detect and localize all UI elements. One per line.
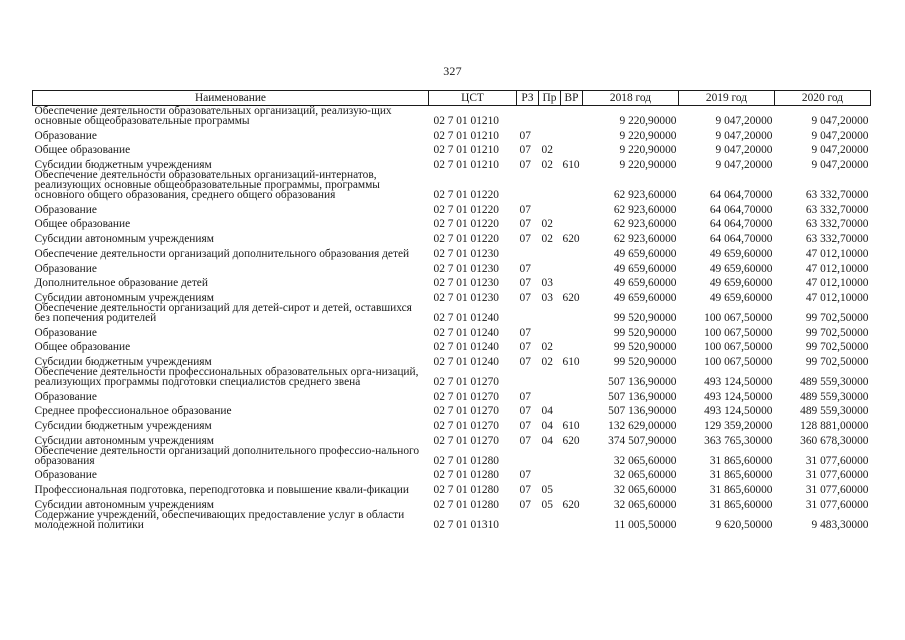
cell-rz: 07 xyxy=(519,498,531,511)
cell-pr: 05 xyxy=(541,498,553,511)
table-row xyxy=(33,155,871,170)
cell-pr: 04 xyxy=(541,420,553,432)
cell-name: Обеспечение деятельности организаций дополнительного профессио-нального образования xyxy=(34,444,420,467)
page-number: 327 xyxy=(443,64,462,78)
cell-vr xyxy=(561,259,583,274)
cell-name: Профессиональная подготовка, переподготовка и повышение квали-фикации xyxy=(34,484,409,497)
cell-2018: 32 065,60000 xyxy=(613,484,677,497)
column-header-2019: 2019 год xyxy=(679,91,775,106)
cell-2020: 47 012,10000 xyxy=(805,291,869,304)
table-row xyxy=(33,141,871,156)
cell-pr: 02 xyxy=(541,218,553,231)
cell-2019: 49 659,60000 xyxy=(709,247,773,260)
cell-name: Образование xyxy=(34,469,97,482)
table-row xyxy=(33,288,871,303)
cell-2019: 31 865,60000 xyxy=(709,484,773,497)
cell-vr: 610 xyxy=(562,355,580,368)
cell-pr: 03 xyxy=(541,277,553,290)
cell-cst: 02 7 01 01270 xyxy=(433,434,499,447)
cell-pr: 02 xyxy=(541,355,553,368)
cell-2019: 31 865,60000 xyxy=(709,498,773,511)
cell-rz xyxy=(517,106,539,127)
cell-2019: 64 064,70000 xyxy=(709,203,773,216)
cell-vr: 620 xyxy=(562,233,580,246)
table-row xyxy=(33,480,871,495)
cell-cst: 02 7 01 01230 xyxy=(433,262,499,275)
cell-2019: 363 765,30000 xyxy=(704,434,773,447)
cell-2020: 360 678,30000 xyxy=(800,434,869,447)
cell-vr xyxy=(561,215,583,230)
column-header-2018: 2018 год xyxy=(583,91,679,106)
cell-2020: 31 077,60000 xyxy=(805,484,869,497)
cell-rz xyxy=(517,510,539,530)
cell-name: Образование xyxy=(34,390,97,403)
table-row xyxy=(33,338,871,353)
cell-name: Субсидии автономным учреждениям xyxy=(34,434,214,447)
budget-table xyxy=(32,90,871,530)
cell-2020: 47 012,10000 xyxy=(805,247,869,260)
cell-pr xyxy=(539,200,561,215)
cell-2019: 9 047,20000 xyxy=(715,144,773,157)
table-row xyxy=(33,229,871,244)
cell-name: Образование xyxy=(34,203,97,216)
cell-2020: 99 702,50000 xyxy=(805,326,869,339)
cell-cst: 02 7 01 01310 xyxy=(433,518,499,531)
cell-2019: 49 659,60000 xyxy=(709,277,773,290)
cell-2019: 493 124,50000 xyxy=(704,375,773,388)
table-body xyxy=(33,106,871,530)
table-row xyxy=(33,170,871,200)
cell-vr xyxy=(561,510,583,530)
cell-cst: 02 7 01 01280 xyxy=(433,454,499,467)
cell-2018: 49 659,60000 xyxy=(613,262,677,275)
cell-2020: 63 332,70000 xyxy=(805,189,869,202)
cell-2020: 489 559,30000 xyxy=(800,390,869,403)
cell-2018: 99 520,90000 xyxy=(613,311,677,324)
cell-name: Субсидии автономным учреждениям xyxy=(34,291,214,304)
cell-2019: 9 047,20000 xyxy=(715,115,773,127)
cell-cst: 02 7 01 01280 xyxy=(433,484,499,497)
cell-name: Субсидии бюджетным учреждениям xyxy=(34,355,212,368)
cell-cst: 02 7 01 01210 xyxy=(433,115,499,127)
cell-rz xyxy=(517,446,539,466)
cell-rz: 07 xyxy=(519,469,531,482)
cell-cst: 02 7 01 01270 xyxy=(433,390,499,403)
cell-2018: 49 659,60000 xyxy=(613,291,677,304)
cell-2020: 9 483,30000 xyxy=(811,518,869,531)
cell-2018: 99 520,90000 xyxy=(613,355,677,368)
cell-rz xyxy=(517,244,539,259)
cell-rz: 07 xyxy=(519,326,531,339)
cell-2020: 489 559,30000 xyxy=(800,375,869,388)
cell-2020: 63 332,70000 xyxy=(805,233,869,246)
cell-2020: 9 047,20000 xyxy=(811,159,869,172)
cell-2018: 99 520,90000 xyxy=(613,341,677,354)
column-header-pr: Пр xyxy=(539,91,561,106)
cell-cst: 02 7 01 01220 xyxy=(433,233,499,246)
cell-cst: 02 7 01 01270 xyxy=(433,420,499,432)
cell-cst: 02 7 01 01220 xyxy=(433,189,499,202)
cell-2019: 49 659,60000 xyxy=(709,291,773,304)
cell-name: Среднее профессиональное образование xyxy=(34,405,232,418)
cell-vr: 620 xyxy=(562,291,580,304)
cell-2018: 11 005,50000 xyxy=(614,518,677,531)
cell-cst: 02 7 01 01210 xyxy=(433,159,499,172)
cell-2019: 100 067,50000 xyxy=(704,355,773,368)
table-row xyxy=(33,387,871,402)
table-row xyxy=(33,259,871,274)
cell-cst: 02 7 01 01270 xyxy=(433,375,499,388)
cell-2020: 128 881,00000 xyxy=(800,420,869,432)
cell-rz: 07 xyxy=(519,484,531,497)
table-row xyxy=(33,274,871,289)
cell-2018: 374 507,90000 xyxy=(608,434,677,447)
cell-2018: 32 065,60000 xyxy=(613,498,677,511)
column-header-vr: ВР xyxy=(561,91,583,106)
column-header-name: Наименование xyxy=(33,91,429,106)
cell-cst: 02 7 01 01220 xyxy=(433,203,499,216)
cell-vr xyxy=(561,244,583,259)
cell-2019: 9 620,50000 xyxy=(715,518,773,531)
cell-2018: 9 220,90000 xyxy=(619,144,677,157)
cell-name: Субсидии автономным учреждениям xyxy=(34,498,214,511)
cell-2020: 99 702,50000 xyxy=(805,311,869,324)
cell-vr xyxy=(561,170,583,200)
cell-2020: 9 047,20000 xyxy=(811,144,869,157)
cell-2019: 64 064,70000 xyxy=(709,189,773,202)
cell-pr: 05 xyxy=(541,484,553,497)
cell-pr: 02 xyxy=(541,159,553,172)
cell-rz xyxy=(517,367,539,387)
cell-vr: 620 xyxy=(562,434,580,447)
column-header-2020: 2020 год xyxy=(775,91,871,106)
cell-rz: 07 xyxy=(519,434,531,447)
table-row xyxy=(33,323,871,338)
cell-rz xyxy=(517,170,539,200)
cell-pr xyxy=(539,323,561,338)
cell-2018: 32 065,60000 xyxy=(613,454,677,467)
cell-2020: 99 702,50000 xyxy=(805,355,869,368)
cell-name: Обеспечение деятельности образовательных организаций, реализую-щих основные общеобразовательные программы xyxy=(34,105,392,127)
cell-pr xyxy=(539,170,561,200)
table-row xyxy=(33,244,871,259)
cell-pr xyxy=(539,367,561,387)
cell-2019: 9 047,20000 xyxy=(715,129,773,142)
cell-rz: 07 xyxy=(519,144,531,157)
cell-2019: 493 124,50000 xyxy=(704,390,773,403)
cell-pr xyxy=(539,259,561,274)
cell-2018: 507 136,90000 xyxy=(608,405,677,418)
cell-name: Обеспечение деятельности профессиональных образовательных орга-низаций, реализующих программы подготовки специалистов среднего звена xyxy=(34,365,419,388)
cell-2018: 62 923,60000 xyxy=(613,203,677,216)
cell-2018: 62 923,60000 xyxy=(613,189,677,202)
table-row xyxy=(33,402,871,417)
cell-2018: 9 220,90000 xyxy=(619,159,677,172)
cell-2019: 49 659,60000 xyxy=(709,262,773,275)
table-row xyxy=(33,200,871,215)
cell-2018: 99 520,90000 xyxy=(613,326,677,339)
cell-2018: 507 136,90000 xyxy=(608,390,677,403)
cell-2018: 49 659,60000 xyxy=(613,277,677,290)
cell-name: Общее образование xyxy=(34,218,131,231)
cell-vr xyxy=(561,367,583,387)
cell-rz: 07 xyxy=(519,390,531,403)
cell-2018: 132 629,00000 xyxy=(608,420,677,432)
cell-vr: 620 xyxy=(562,498,580,511)
cell-2018: 507 136,90000 xyxy=(608,375,677,388)
table-row xyxy=(33,106,871,127)
table-row xyxy=(33,446,871,466)
cell-name: Образование xyxy=(34,326,97,339)
cell-2019: 100 067,50000 xyxy=(704,341,773,354)
cell-cst: 02 7 01 01230 xyxy=(433,277,499,290)
cell-cst: 02 7 01 01230 xyxy=(433,291,499,304)
cell-vr xyxy=(561,446,583,466)
column-header-cst: ЦСТ xyxy=(429,91,517,106)
column-header-rz: РЗ xyxy=(517,91,539,106)
table-row xyxy=(33,215,871,230)
cell-pr xyxy=(539,106,561,127)
cell-pr: 03 xyxy=(541,291,553,304)
cell-2019: 64 064,70000 xyxy=(709,218,773,231)
cell-cst: 02 7 01 01240 xyxy=(433,326,499,339)
cell-2019: 129 359,20000 xyxy=(704,420,773,432)
cell-vr: 610 xyxy=(562,420,580,432)
cell-rz: 07 xyxy=(519,277,531,290)
cell-2019: 100 067,50000 xyxy=(704,311,773,324)
cell-vr xyxy=(561,126,583,141)
cell-cst: 02 7 01 01210 xyxy=(433,129,499,142)
cell-2020: 47 012,10000 xyxy=(805,277,869,290)
cell-pr xyxy=(539,303,561,323)
cell-name: Образование xyxy=(34,129,97,142)
cell-2020: 31 077,60000 xyxy=(805,454,869,467)
cell-rz: 07 xyxy=(519,159,531,172)
cell-pr xyxy=(539,446,561,466)
table-row xyxy=(33,510,871,530)
cell-name: Обеспечение деятельности образовательных организаций-интернатов, реализующих основные общеобразовательные программы, программы основного общего образования, среднего общего образования xyxy=(34,169,380,202)
cell-vr xyxy=(561,200,583,215)
cell-pr xyxy=(539,510,561,530)
cell-pr: 02 xyxy=(541,341,553,354)
table-row xyxy=(33,303,871,323)
cell-vr xyxy=(561,338,583,353)
cell-name: Субсидии автономным учреждениям xyxy=(34,233,214,246)
cell-2018: 9 220,90000 xyxy=(619,115,677,127)
cell-cst: 02 7 01 01240 xyxy=(433,355,499,368)
cell-pr: 02 xyxy=(541,144,553,157)
cell-2020: 489 559,30000 xyxy=(800,405,869,418)
cell-cst: 02 7 01 01270 xyxy=(433,405,499,418)
cell-2020: 63 332,70000 xyxy=(805,218,869,231)
cell-name: Субсидии бюджетным учреждениям xyxy=(34,420,212,432)
cell-pr xyxy=(539,387,561,402)
cell-name: Дополнительное образование детей xyxy=(34,277,208,290)
cell-rz: 07 xyxy=(519,291,531,304)
table-row xyxy=(33,126,871,141)
cell-2019: 31 865,60000 xyxy=(709,469,773,482)
cell-vr xyxy=(561,387,583,402)
cell-name: Субсидии бюджетным учреждениям xyxy=(34,159,212,172)
cell-rz: 07 xyxy=(519,233,531,246)
cell-name: Общее образование xyxy=(34,144,131,157)
cell-vr xyxy=(561,106,583,127)
cell-rz: 07 xyxy=(519,218,531,231)
cell-2020: 63 332,70000 xyxy=(805,203,869,216)
cell-pr xyxy=(539,126,561,141)
cell-vr: 610 xyxy=(562,159,580,172)
cell-rz xyxy=(517,303,539,323)
cell-vr xyxy=(561,141,583,156)
cell-pr: 04 xyxy=(541,434,553,447)
cell-2019: 9 047,20000 xyxy=(715,159,773,172)
table-row xyxy=(33,431,871,446)
cell-2020: 47 012,10000 xyxy=(805,262,869,275)
cell-2019: 493 124,50000 xyxy=(704,405,773,418)
cell-rz: 07 xyxy=(519,341,531,354)
table-row xyxy=(33,495,871,510)
cell-vr xyxy=(561,480,583,495)
cell-rz: 07 xyxy=(519,129,531,142)
cell-vr xyxy=(561,466,583,481)
cell-vr xyxy=(561,402,583,417)
cell-2018: 62 923,60000 xyxy=(613,218,677,231)
cell-cst: 02 7 01 01210 xyxy=(433,144,499,157)
cell-2018: 9 220,90000 xyxy=(619,129,677,142)
cell-cst: 02 7 01 01280 xyxy=(433,498,499,511)
table-row xyxy=(33,416,871,431)
cell-2018: 62 923,60000 xyxy=(613,233,677,246)
cell-cst: 02 7 01 01240 xyxy=(433,341,499,354)
cell-cst: 02 7 01 01240 xyxy=(433,311,499,324)
cell-2020: 9 047,20000 xyxy=(811,115,869,127)
cell-2020: 31 077,60000 xyxy=(805,498,869,511)
cell-rz: 07 xyxy=(519,355,531,368)
cell-pr xyxy=(539,466,561,481)
cell-2020: 31 077,60000 xyxy=(805,469,869,482)
cell-vr xyxy=(561,323,583,338)
table-row xyxy=(33,352,871,367)
cell-2019: 64 064,70000 xyxy=(709,233,773,246)
cell-2018: 49 659,60000 xyxy=(613,247,677,260)
cell-vr xyxy=(561,303,583,323)
cell-rz: 07 xyxy=(519,405,531,418)
cell-pr xyxy=(539,244,561,259)
cell-pr: 04 xyxy=(541,405,553,418)
cell-2019: 31 865,60000 xyxy=(709,454,773,467)
cell-2018: 32 065,60000 xyxy=(613,469,677,482)
cell-cst: 02 7 01 01280 xyxy=(433,469,499,482)
cell-2019: 100 067,50000 xyxy=(704,326,773,339)
cell-rz: 07 xyxy=(519,420,531,432)
table-row xyxy=(33,367,871,387)
cell-cst: 02 7 01 01230 xyxy=(433,247,499,260)
cell-2020: 9 047,20000 xyxy=(811,129,869,142)
cell-rz: 07 xyxy=(519,203,531,216)
table-header xyxy=(33,91,871,106)
cell-2020: 99 702,50000 xyxy=(805,341,869,354)
cell-name: Содержание учреждений, обеспечивающих предоставление услуг в области молодежной политики xyxy=(34,508,405,531)
cell-name: Обеспечение деятельности организаций для детей-сирот и детей, оставшихся без попечения родителей xyxy=(34,301,412,324)
cell-name: Общее образование xyxy=(34,341,131,354)
cell-cst: 02 7 01 01220 xyxy=(433,218,499,231)
cell-rz: 07 xyxy=(519,262,531,275)
cell-pr: 02 xyxy=(541,233,553,246)
cell-name: Образование xyxy=(34,262,97,275)
table-row xyxy=(33,466,871,481)
cell-vr xyxy=(561,274,583,289)
cell-name: Обеспечение деятельности организаций дополнительного образования детей xyxy=(34,247,410,260)
